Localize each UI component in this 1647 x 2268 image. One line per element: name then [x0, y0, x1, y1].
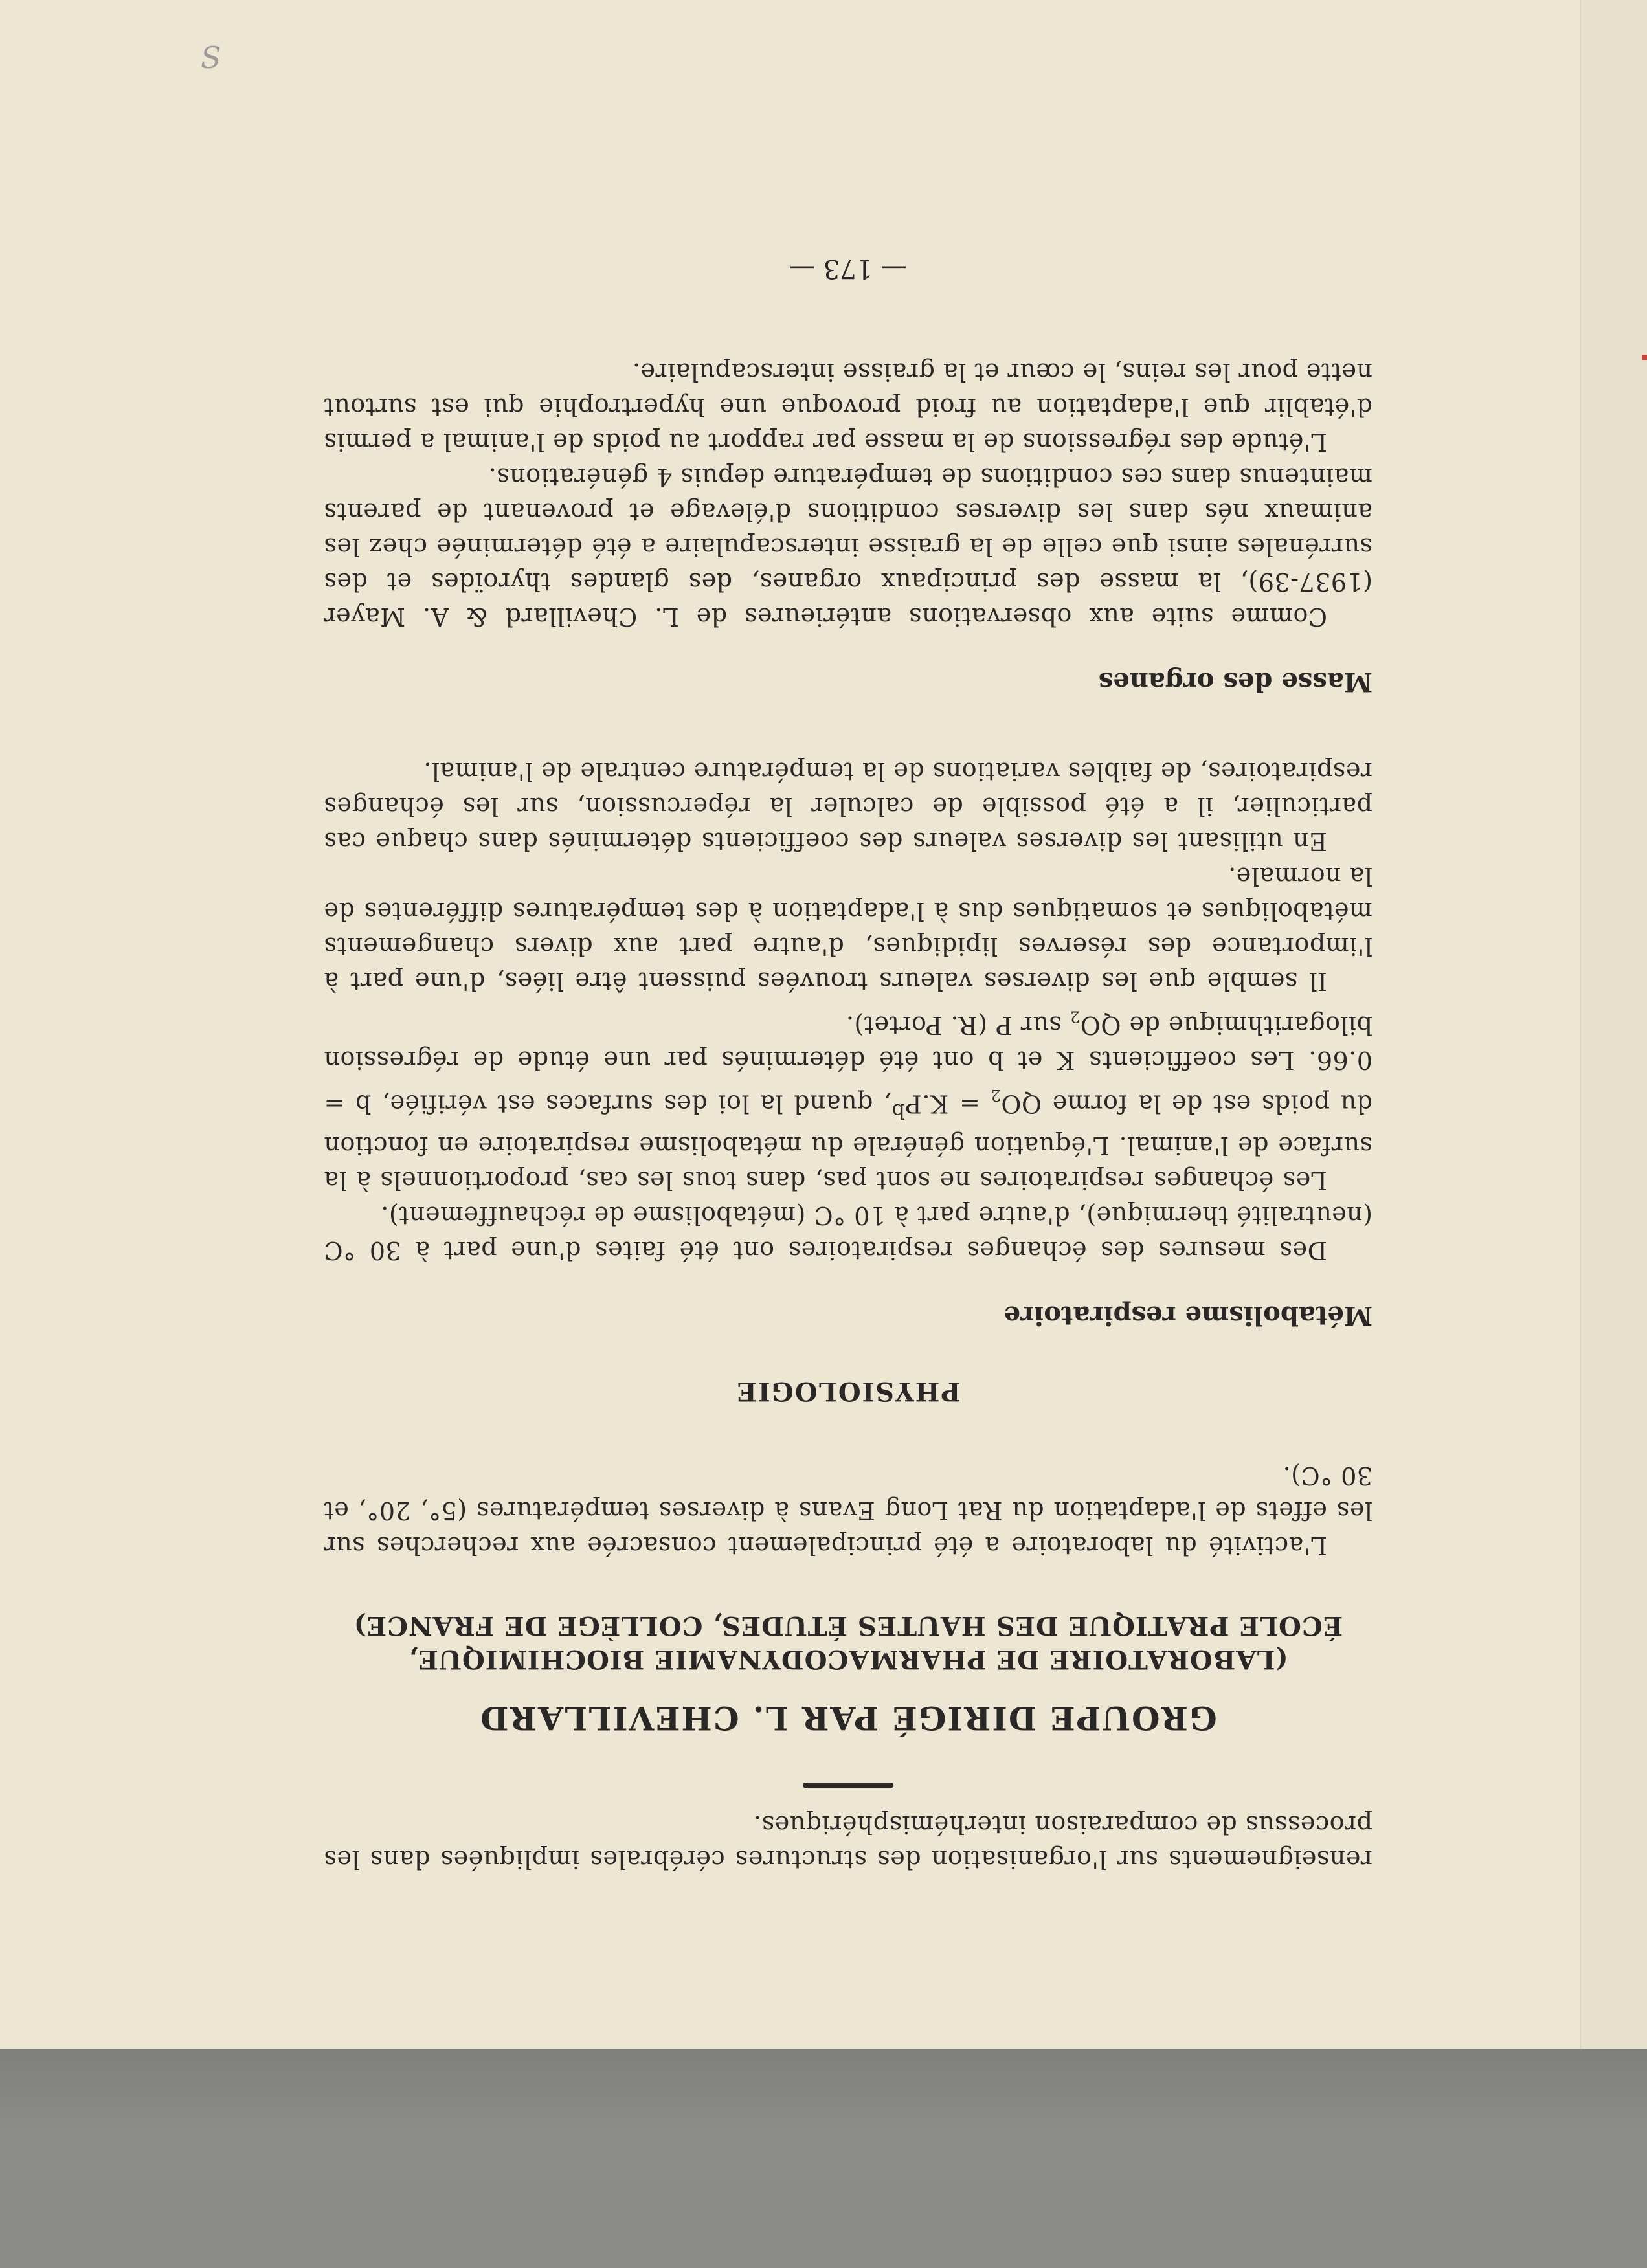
page-number: — 173 —	[789, 254, 907, 284]
superscript: b	[891, 1099, 905, 1122]
text-run: sur P (R. Portet).	[846, 1010, 1070, 1040]
subscript: 2	[991, 1085, 1001, 1104]
laboratory-line-1: (LABORATOIRE DE PHARMACODYNAMIE BIOCHIMIQUE,	[408, 1644, 1288, 1674]
subsection-title-organes: Masse des organes	[1098, 667, 1372, 698]
section-divider	[803, 1783, 893, 1788]
organs-paragraph-2: L'étude des régressions de la masse par rapport au poids de l'animal a permis d'établir que l'adaptation au froid provoque une hypertrophie qui est surtout nette pour les reins, le cœur et la graisse interscapulaire.	[324, 358, 1372, 457]
text-run: Les échanges respiratoires ne sont pas, dans tous les cas, proportionnels à la surface de l'animal. L'équation générale du métabolisme respiratoire en fonction du poids est de la forme QO	[324, 1089, 1372, 1195]
laboratory-title	[324, 1608, 1372, 1676]
laboratory-line-2: ÉCOLE PRATIQUE DES HAUTES ÉTUDES, COLLÈGE DE FRANCE)	[353, 1610, 1343, 1641]
metabolism-paragraph-4: En utilisant les diverses valeurs des coefficients déterminés dans chaque cas particulier, il a été possible de calculer la répercussion, sur les échanges respiratoires, de faibles variations de la température centrale de l'animal.	[324, 757, 1372, 856]
organs-paragraph-1: Comme suite aux observations antérieures de L. Chevillard & A. Mayer (1937-39), la masse des principaux organes, des glandes thyroïdes et des surrénales ainsi que celle de la graisse interscapulaire a été déterminée chez les animaux nés dans les diverses conditions d'élevage et provenant de parents maintenus dans ces conditions de température depuis 4 générations.	[324, 463, 1372, 632]
group-title: GROUPE DIRIGÉ PAR L. CHEVILLARD	[479, 1699, 1217, 1737]
metabolism-paragraph-2	[324, 999, 1372, 1198]
subscript: 2	[1070, 1007, 1081, 1026]
metabolism-paragraph-3: Il semble que les diverses valeurs trouvées puissent être liées, d'une part à l'importance des réserves lipidiques, d'autre part aux divers changements métaboliques et somatiques dus à l'adaptation à des températures différentes de la normale.	[324, 862, 1372, 996]
pencil-annotation: S	[201, 40, 221, 75]
intro-paragraph: L'activité du laboratoire a été principalement consacrée aux recherches sur les effets de l'adaptation du Rat Long Evans à diverses températures (5°, 20°, et 30 °C).	[324, 1462, 1372, 1560]
carryover-paragraph: renseignements sur l'organisation des structures cérébrales impliquées dans les processus de comparaison interhémisphériques.	[324, 1810, 1372, 1874]
scanner-background	[0, 2049, 1647, 2268]
page-edge	[1580, 0, 1647, 2049]
metabolism-paragraph-1: Des mesures des échanges respiratoires ont été faites d'une part à 30 °C (neutralité thermique), d'autre part à 10 °C (métabolisme de réchauffement).	[324, 1201, 1372, 1265]
section-title-physiologie: PHYSIOLOGIE	[735, 1376, 961, 1406]
text-run: , quand la loi des surfaces est vérifiée, b = 0.66. Les coefficients K et b ont été déterminés par une étude de régression bilogarithmique de QO	[324, 1010, 1372, 1118]
subsection-title-metabolisme: Métabolisme respiratoire	[1003, 1300, 1372, 1331]
text-run: = K.P	[904, 1089, 991, 1118]
red-margin-mark	[1642, 355, 1647, 360]
rotated-page-content	[324, 220, 1372, 1877]
